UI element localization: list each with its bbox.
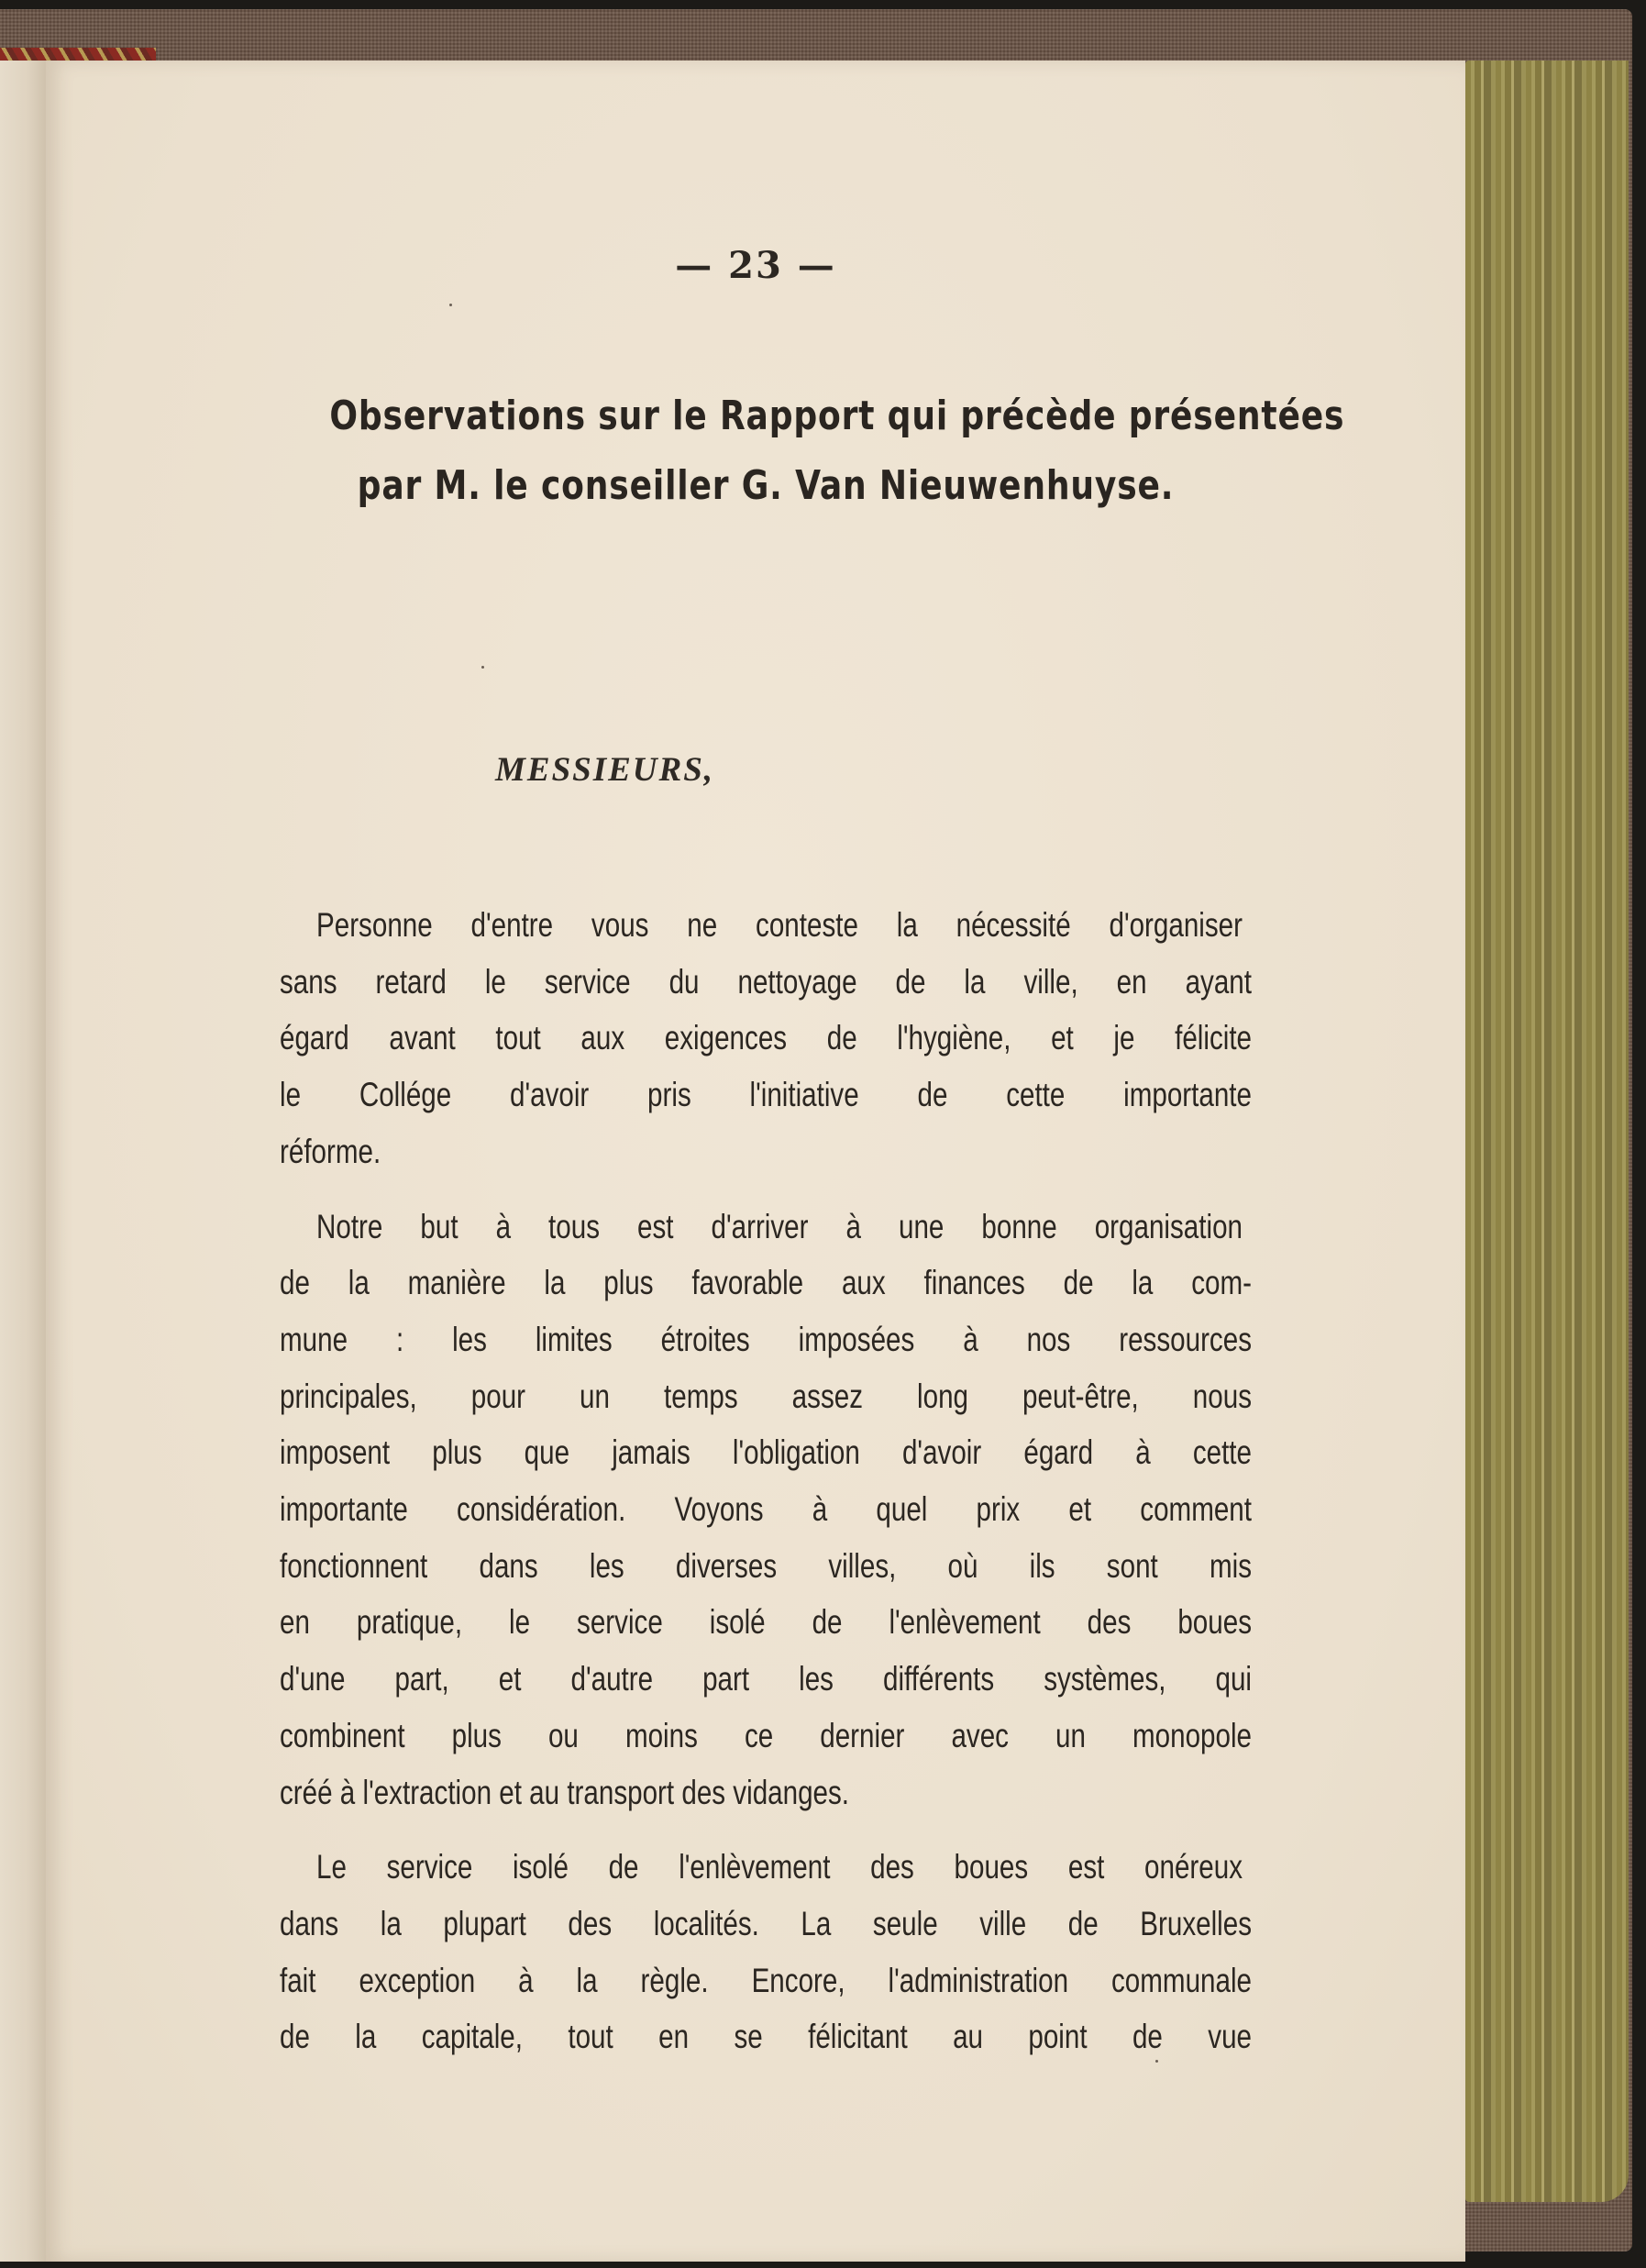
text-line: en pratique, le service isolé de l'enlèvement des boues xyxy=(280,1603,1252,1642)
paragraph-2 xyxy=(280,1199,1252,1821)
text-line: importante considération. Voyons à quel prix et comment xyxy=(280,1490,1252,1529)
text-line: de la manière la plus favorable aux finances de la com- xyxy=(280,1264,1252,1302)
text-line: Notre but à tous est d'arriver à une bonne organisation xyxy=(316,1207,1243,1245)
title-line: Observations sur le Rapport qui précède présentées xyxy=(329,393,1345,439)
text-line: fonctionnent dans les diverses villes, où ils sont mis xyxy=(280,1546,1252,1585)
title-line: par M. le conseiller G. Van Nieuwenhuyse. xyxy=(357,462,1175,509)
salutation: MESSIEURS, xyxy=(495,751,715,789)
page-block-edge xyxy=(1465,61,1629,2202)
page-number: — 23 — xyxy=(675,244,836,287)
text-line: réforme. xyxy=(280,1132,381,1170)
page-title xyxy=(329,382,1345,521)
text-line: imposent plus que jamais l'obligation d'avoir égard à cette xyxy=(280,1433,1252,1472)
paragraph-1 xyxy=(280,897,1252,1180)
text-line: dans la plupart des localités. La seule ville de Bruxelles xyxy=(280,1904,1252,1942)
previous-page-margin xyxy=(0,61,46,2262)
text-line: principales, pour un temps assez long peut-être, nous xyxy=(280,1377,1252,1415)
text-line: égard avant tout aux exigences de l'hygiène, et je félicite xyxy=(280,1019,1252,1057)
text-line: fait exception à la règle. Encore, l'administration communale xyxy=(280,1961,1252,1999)
text-line: de la capitale, tout en se félicitant au point de vue xyxy=(280,2018,1252,2056)
paper-speck xyxy=(1155,2060,1158,2063)
body-text xyxy=(280,897,1252,2084)
text-line: créé à l'extraction et au transport des vidanges. xyxy=(280,1773,850,1811)
text-line: mune : les limites étroites imposées à nos ressources xyxy=(280,1320,1252,1358)
text-line: sans retard le service du nettoyage de la ville, en ayant xyxy=(280,962,1252,1001)
book-page xyxy=(46,61,1465,2262)
book-headband xyxy=(0,48,156,61)
text-line: d'une part, et d'autre part les différents systèmes, qui xyxy=(280,1660,1252,1698)
text-line: combinent plus ou moins ce dernier avec un monopole xyxy=(280,1716,1252,1754)
text-line: le Collége d'avoir pris l'initiative de cette importante xyxy=(280,1076,1252,1114)
text-line: Le service isolé de l'enlèvement des boues est onéreux xyxy=(316,1848,1243,1886)
paper-speck xyxy=(449,304,452,306)
text-line: Personne d'entre vous ne conteste la nécessité d'organiser xyxy=(316,906,1243,944)
paper-speck xyxy=(481,666,484,669)
paragraph-3 xyxy=(280,1839,1252,2065)
